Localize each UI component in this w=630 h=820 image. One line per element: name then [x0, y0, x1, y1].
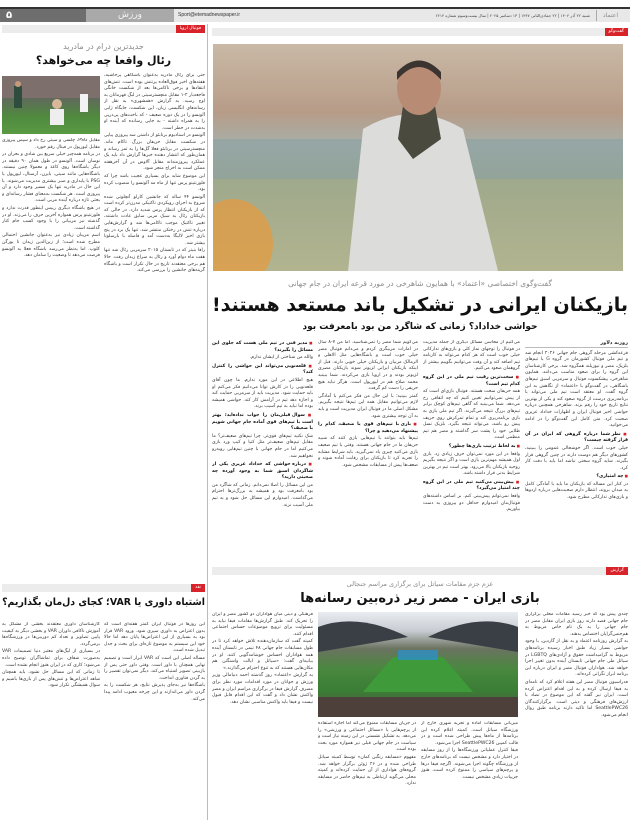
interview-headline[interactable]: بازیکنان ایرانی در تشکیل باند مستعد هستند! [211, 294, 628, 316]
paragraph: در هیچ باشگاه دیگری رییس اینطور قدرت ندارد و فلورنتینو پرس همواره آخرین حرف را می‌زند. او در گذشته نیز مربیانی را با وجود کسب جام کنار گذاشته است. [2, 205, 100, 231]
paragraph: قرعه‌کشی مرحله گروهی جام جهانی ۲۰۲۶ انجام شد و تیم ملی فوتبال کشورمان در گروه G با تیم‌های بلژیک، مصر و نیوزیلند همگروه شد. برخی کارشناسان این گروه را برای صعود مناسب می‌دانند. همایون شاهرخی، پیشکسوت فوتبال و سرمربی اسبق تیم‌های باشگاهی، در گفت‌وگو با «اعتماد» از نگاهش به این گروه گفت. او معتقد است تیم ملی می‌تواند با برنامه‌ریزی درست از گروه صعود کند و یکی از بهترین نتایج تاریخ خود را رقم بزند. شاهرخی همچنین درباره حواشی اخیر فوتبال ایران و اظهارات خداداد عزیزی صحبت کرد. متن کامل این گفت‌وگو را در ادامه می‌خوانید. [525, 350, 628, 429]
interview-question: ■ قلعه‌نویی می‌تواند این حواشی را کنترل کند؟ [212, 363, 313, 377]
shahrokhi-photo [213, 44, 623, 271]
paragraph: تا زمانی که این مسائل حل نشود، باید همچنان شاهد اعتراض‌ها و تنش‌های پس از بازی‌ها باشیم و سوال همیشگی تکرار شود. [2, 670, 100, 689]
section-tag-critique: نقد [191, 584, 205, 592]
paragraph: کمتر ببینید؛ با این حال من فکر می‌کنم با آمادگی لازم می‌توانیم مقابل همه این تیم‌ها نتیجه بگیریم. مشکل اصلی ما در فوتبال ایران مدیریت است و باید به آن توجه بیشتری شود. [318, 393, 418, 419]
byline: روزبه دلاور [525, 340, 628, 348]
interview-question: ■ درباره حواشی که خداداد عزیزی یکی از شاگردان اسبق شما به وجود آورده چه صحبتی دارید؟ [212, 461, 313, 482]
paragraph: والله من شناختی از ایشان ندارم. [249, 355, 313, 361]
interview-sidebar [525, 340, 628, 565]
section-tag-interview: گفت‌وگو [605, 28, 628, 36]
paragraph: در برنامه همه‌چیز خیلی سریع بین شادی و بحران در نوسان است. آلونسو در طول همان ۹۰ دقیقه در دیگر باشگاه‌ها روی کاغذ و معمولا چنین نیستند. باشگاه‌هایی مانند سیتی، بایرن، آرسنال، لیورپول یا PSG با پایداری و صبر بیشتری مدیریت می‌شوند. با این حال در مادرید تنها یک مسیر وجود دارد و آن پیروزی است. هر شکست به‌معنای فشار رسانه‌ای و بحثی تازه درباره آینده مربی است. [2, 152, 100, 204]
article-headline[interactable]: رئال واقعا چه می‌خواهد؟ [35, 54, 172, 67]
interview-question: ■ به لحاظ ترتیب بازی‌ها چطور؟ [423, 443, 520, 451]
paragraph: مفهوم «مسابقه رنگین کمان» توسط کمیته سیاتل طراحی شده و در ۲۶ ژوئن برگزار خواهد شد. گروه‌های هواداری از آن حمایت کرده‌اند و کمیته محلی می‌گوید ارتباطی به تیم‌های حاضر در مسابقه ندارد. [318, 754, 416, 787]
section-tag-europe: فوتبال اروپا [176, 25, 205, 33]
article-column [423, 340, 520, 565]
stadium-image [318, 612, 518, 717]
article-column [104, 622, 205, 818]
newspaper-logo: اعتماد [596, 10, 624, 21]
paragraph: اسم مربیان زیادی نیز به‌عنوان جانشین احتمالی مطرح شده است؛ از زین‌الدین زیدان تا یورگن کلوپ. اما به‌نظر می‌رسد باشگاه فعلا به آلونسو فرصت می‌دهد تا وضعیت را سامان دهد. [2, 233, 100, 259]
interview-question: ■ بازی با تیم‌های قوی یا ضعیف، کدام را پیشنهاد می‌دهید و چرا؟ [318, 421, 418, 435]
paragraph: فرهنگی و دینی میان هواداران دو کشور مصر و ایران را تحریک کند. طبق گزارش‌ها مقامات فیفا نباید به مسئولیت برای ترویج موضوعات حساس اجتماعی اقدام کنند. [212, 612, 313, 637]
section-bar-interview [212, 28, 628, 36]
paragraph: آلونسو در استادیوم برنابئو از داشتن سه پیروزی پیاپی در شکست مقابل حریفان بزرگ ناکام ماند. منچسترسیتی در برنابئو فعلا گل‌ها را به ثمر رساند و همان‌طور که انتشار دهنده خبرها گزارش داد باید یک عملکرد پیروزمندانه مقابل آلاوس در آن آخرهفته ممکن است به اخراج منجر شود. [104, 133, 205, 172]
paragraph: رافا بنیتز که در تابستان ۲۰۱۵ سرمربی رئال شد تنها هفت ماه دوام آورد و رئال به سراغ زیدان رفت. حالا هم برخی معتقدند تاریخ در حال تکرار است و باشگاه گزینه‌های جانشین را بررسی می‌کند. [104, 248, 205, 274]
column-divider [207, 24, 208, 820]
var-headline[interactable]: اشتباه داوری یا VAR؛ کجای دل‌مان بگذاریم؟ [2, 597, 205, 608]
paragraph: در بسیاری از لیگ‌های معتبر دنیا تصمیمات VAR به‌صورت شفاف برای تماشاگران توضیح داده می‌شود؛ کاری که در ایران هنوز انجام نشده است. [2, 649, 100, 668]
paragraph: هیچ اطلاعی در این مورد ندارم. ما چون آقای قلعه‌نویی را در کارش توانا می‌دانیم فکر می‌کنم او باید حمایت شود. مدیریت باید از سرمربی حمایت کند و اجازه دهد تیم در آرامش کار کند. حواشی همیشه بوده اما نباید به تیم آسیب بزند. [212, 377, 313, 410]
paragraph: واقعا نمی‌توانم پیش‌بینی کنم. بر اساس داشته‌های فوتبال‌مان امیدوارم حداقل دو پیروزی به دست بیاوریم. [423, 494, 520, 513]
paragraph: فیفا کنترل عملیاتی ورزشگاه‌ها را از روز مسابقه در اختیار دارد و مشخص نیست که برنامه‌های خارج از ورزشگاه چگونه اجرا می‌شوند. اگرچه فیفا درها و پرچم‌های سیاسی را ممنوع کرده است، هنوز جزییات زیادی مشخص نیست. [421, 748, 518, 780]
paragraph: باشگاه‌ها نیز به‌جای پذیرش نتایج، هر شکست را به گردن داور می‌اندازند و این چرخه معیوب ادامه پیدا می‌کند. [104, 683, 205, 702]
paragraph: همه حریفان سخت هستند. فوتبال بازی‌ای است که از پیش نمی‌توانیم تعیین کنیم که چه اتفاقی رخ می‌دهد. شما می‌بینید که گاهی تیم‌های کوچک برابر تیم‌های بزرگ نتیجه می‌گیرند. اگر تیم ملی بازی به بازی برنامه‌ریزی کند و تمام تمرکزش روی حریف پیش رو باشد، می‌تواند نتیجه بگیرد. بلژیک نسل طلایی خود را پشت سر گذاشته و مصر هم تیم منظمی است. [423, 389, 520, 441]
article-column [525, 612, 628, 818]
paragraph: فدراسیون فوتبال مصر این هفته اعلام کرد که نامه‌ای به فیفا ارسال کرده و به این اقدام اعتراض کرده است. ایران نیز گفته که این موضوع در تضاد با ارزش‌های فرهنگی و دینی است. برگزارکنندگان SeattlePWC26 اما تاکید دارند برنامه طبق روال انجام می‌شود. [525, 679, 628, 718]
paragraph: این موضوع شاید برای بسیاری عجیب باشد چرا که فلورنتینو پرس تنها از ماه مه آلونسو را منصوب کرده بود. [104, 173, 205, 193]
stadium-photo [318, 612, 518, 717]
paragraph: مساله اصلی این است که VAR ابزار است و تصمیم نهایی همچنان با داور است. وقتی داور حتی پس از بازبینی تصویر اشتباه می‌کند، دیگر نمی‌توان تقصیر را به گردن فناوری انداخت. [104, 655, 205, 681]
section-bar-critique [2, 584, 205, 592]
article-column [318, 340, 418, 565]
report-headline[interactable]: بازی ایران - مصر زیر ذره‌بین رسانه‌ها [300, 591, 540, 606]
paragraph: من این مسائل را اصلا نمی‌دانم. زمانی که شاگرد من بود بامعرفت بود و همیشه به بزرگ‌ترها احترام می‌گذاشت. امیدوارم این مسائل حل شود و به تیم ملی آسیب نزند. [212, 482, 313, 508]
interview-kicker: گفت‌وگوی اختصاصی «اعتماد» با همایون شاهرخی در مورد قرعه ایران در جام جهانی [288, 279, 552, 288]
coach-portrait-image [213, 44, 623, 271]
interview-question: ■ سخت‌ترین رقیب تیم ملی در این گروه کدام تیم است؟ [423, 374, 520, 388]
paragraph: می‌گویم شما مصر را نمی‌شناسید. اما من ۷-۸ سال در امارات مربیگری کردم و می‌دانم فوتبال مصر خیلی خوب است و باشگاه‌هایی مثل الاهلی و الزمالک مربیان و بازیکنان خیلی خوبی دارند. قبل از اینکه بازیکنان ایرانی لژیونر شوند بازیکنان مصری لژیونر بودند و در اروپا بازی می‌کردند. شما ببینید محمد صلاح هم در لیورپول است. هرگز نباید هیچ حریفی را دست کم گرفت. [318, 340, 418, 392]
interview-subhead: حواشی خداداد؟ زمانی که شاگرد من بود بامعرفت بود [302, 322, 538, 332]
article-column [212, 340, 313, 565]
real-madrid-photo [2, 76, 100, 134]
report-kicker: عزم جزم مقامات سیاتل برای برگزاری مراسم جنجالی [346, 580, 494, 588]
paragraph: واقعا در این مورد نمی‌توان حرف زیادی زد. بازی اول همیشه مهم‌ترین بازی است و اگر نتیجه بگیریم روحیه بازیکنان بالا می‌رود. بهتر است تیم در بهترین شرایط بدنی قرار داشته باشد. [423, 451, 520, 477]
interview-question: ■ سوال قبلی‌مان را جواب نداده‌اید؛ بهتر است با تیم‌های قوی آماده جام جهانی شویم یا ضعیف؟ [212, 412, 313, 433]
interview-question: ■ پیش‌بینی می‌کنید تیم ملی در این گروه چند امتیاز می‌گیرد؟ [423, 479, 520, 493]
paragraph: شک نکنید تیم‌های قوی‌تر. چرا تیم‌های ضعیف‌تر؟ ما مقابل تیم‌های ضعیف‌تر مثل کنیا و کیپ ورد بازی می‌کنیم اما در جام جهانی با چنین تیم‌هایی روبه‌رو نخواهیم شد. [212, 433, 313, 459]
paragraph: کارشناسان داوری معتقدند بخشی از مشکل به آموزش ناکافی داوران VAR و بخشی دیگر به کیفیت پایین تصاویر و تعداد کم دوربین‌ها در ورزشگاه‌ها برمی‌گردد. [2, 622, 100, 647]
paragraph: آلونسو ۴۴ ساله که جانشین کارلو آنچلوتی شده شروع به اجرای رویکردی تاکتیکی مدرن‌تر کرده است که از بازیکنان انتظار پرس شدید دارد. در حالی که بازیکنان رئال به سبک مربی سابق عادت داشتند، تغییر تاکتیک موجب ناکامی‌ها شد و گزارش‌هایی درباره تنش در رختکن منتشر شد. تنها یک برد در پنج بازی اخیر لالیگا به‌دست آمد و فاصله با بارسلونا بیشتر شد. [104, 194, 205, 246]
section-bar-europe [2, 25, 205, 33]
paragraph: کمیته گفت که سازمان‌دهنده تلاش خواهد کرد تا در طول مسابقات جام جهانی ۴۸ تیمی در تابستان آینده همه هواداران احساس خوشامدگویی کنند. او در بیانیه‌ای گفت: «سیاتل و ایالت واشنگتن هم مکان‌هایی هستند که به تنوع احترام می‌گذارند.» [212, 639, 313, 671]
article-column [2, 138, 100, 575]
article-column [318, 721, 416, 818]
paragraph: میزبانی مسابقات آماده و تجربه شهری خارج از ورزشگاه سیاتل است. کمیته اعلام کرده این برنامه‌ها از ماه‌ها پیش طراحی شده است و در قالب کمپین SeattlePWC26 اجرا می‌شود. [421, 721, 518, 746]
paragraph: می‌کنیم از محاسن مسائل دیگری از جمله مدیریت در فوتبال را توجهای نماز کلی و بازی‌های تدارکاتی خیلی خوب است که هر کدام می‌تواند به کارنامه تیم اضافه کند و آن وقت می‌توانیم بگوییم بیشتر از گروهمان صعود می‌کنیم. [423, 340, 520, 372]
paragraph: این روزها در فوتبال ایران کمتر هفته‌ای است که بدون اعتراض به داوری سپری شود. ورود VAR قرار بود به بسیاری از این اعتراض‌ها پایان دهد اما حالا خود این سیستم به موضوع تازه‌ای برای بحث و جدل تبدیل شده است. [104, 622, 205, 654]
article-column [212, 612, 313, 818]
paragraph: در جریان مسابقات ممنوع می‌کند اما اجازه استفاده از پرچم‌هایی با «مسائل اجتماعی و ورزشی» را می‌دهد. به تشکیل نشستی در این زمینه نیاز است و سیاست در جام جهانی قبلی نیز همواره مورد بحث بوده است. [318, 721, 416, 753]
article-column [2, 622, 100, 818]
paragraph: خیلی خوب است. اگر خوشحالی عمومی را ببینید، کشورهای دیگر هم دوست دارند در چنین گروهی قرار بگیرند. شاید گروه سختی نباشد اما باید با دقت کار کرد. [525, 445, 628, 471]
paragraph: مقابل PSG، چلسی و سیتی رخ داد و سپس پیروزی مقابل لیورپول در فینال رقم خورد. [2, 138, 100, 150]
article-column [104, 73, 205, 575]
interview-question: ■ نظر شما درباره گروهی که ایران در آن قرار گرفته چیست؟ [525, 431, 628, 445]
paragraph: در کنار این مساله که بازیکنان ما باید با آمادگی کامل به میدان بروند، انتظار دارم صحبت‌هایی درباره اردوها و بازی‌های تدارکاتی مطرح شود. [525, 481, 628, 501]
paragraph: تیم‌ها باید بتوانند با تیم‌هایی بازی کنند که شبیه حریفان ما در جام جهانی هستند. وقتی با تیم ضعیف بازی می‌کنید چیزی یاد نمی‌گیرید. باید شرایط مشابه را تجربه کرد تا بازیکنان برای رقابت آماده شوند و ضعف‌ها پیش از مسابقات مشخص شود. [318, 436, 418, 468]
section-email[interactable]: Sport@etemadnewspaper.ir [178, 12, 241, 18]
section-title: ورزش [86, 9, 174, 22]
paragraph: حتی برای رئال مادرید به‌عنوان باشگاهی پرحاشیه، هفته‌های اخیر فوق‌العاده پرتنش بوده است. تنش‌های انتقادها و برخی ناکامی‌ها بعد از شکست خانگی فاجعه‌بار ۲-۱ مقابل منچسترسیتی در لیگ قهرمانان به اوج رسید. به گزارش «همشهری» به نقل از رسانه‌های انگلیسی زبان، این شکست، جایگاه ژابی آلونسو را در یک دوره ضعیف - که باخت‌های پی‌درپی را به همراه داشته - به جایی رسانده که آینده او به‌شدت در خطر است. [104, 73, 205, 131]
section-tag-report: گزارش [606, 567, 628, 575]
interview-question: ■ مدیر فنی در تیم ملی هست که جلوی این مسائل را بگیرند؟ [212, 340, 313, 354]
players-image [2, 76, 100, 134]
interview-question: ■ چه امتیازی؟ [525, 473, 628, 481]
date-line: شنبه ۲۲ آذر ۱۴۰۴ | ۲۲ جمادی‌الثانی ۱۴۴۷ | ۱۳ دسامبر ۲۰۲۵ | سال بیست‌وسوم شماره ۶۲۱۴ [435, 13, 590, 18]
paragraph: به گزارش «اعتماد» روز گذشته احمد دنیامالی وزیر ورزش و جوانان در مورد اقدامات مورد نظر برای مصرف گزارش فیفا در برگزاری مراسم ایران و مصر واکنش نشان داد و گفت که این اقدام قابل قبول نیست و فیفا باید واکنش مناسبی نشان دهد. [212, 673, 313, 705]
section-bar-report [212, 567, 628, 575]
page-number: ۵ [0, 9, 86, 22]
article-column [421, 721, 518, 818]
paragraph: به گزارش روزنامه اعتماد و به نقل از گاردین، با وجود حواشی بسیار زیاد طبق اخبار رسیده برنامه‌های مربوط به گرامیداشت حقوق و آزادی‌های LGBTQ در سیاتل طی جام جهانی تابستان آینده بدون تغییر اجرا خواهد شد. هواداران فوتبال مصر و ایران درباره این برنامه ابراز نگرانی کرده‌اند. [525, 639, 628, 678]
paragraph: چندی پیش بود که خبر رسید مقامات محلی برگزاری جام جهانی قصد دارند روز بازی ایران مقابل مصر در جام جهانی را به یک نام خاص مربوط به هم‌جنس‌گرایان اختصاص بدهند. [525, 612, 628, 637]
article-kicker: جدیدترین درام در مادرید [63, 42, 144, 51]
